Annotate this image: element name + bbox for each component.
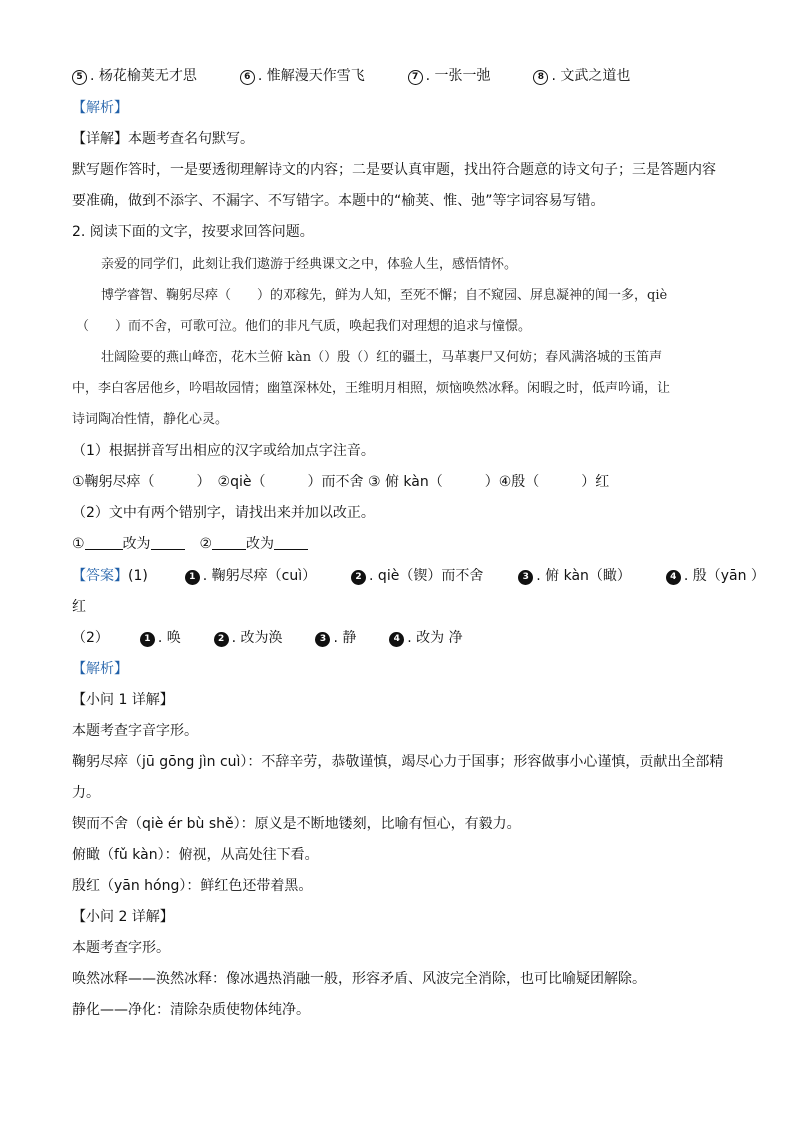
poem-answers-row <box>72 66 630 86</box>
answer-2-item-4: 4 . 改为 净 <box>389 630 462 646</box>
answer-1-item-3: 3 . 俯 kàn（瞰） <box>518 568 631 584</box>
passage-line-6: 诗词陶冶性情，静化心灵。 <box>72 412 229 427</box>
answer-row-1: 【答案】(1) 1 . 鞠躬尽瘁（cuì） 2 . qiè（锲）而不舍 3 . 俯 kàn（瞰） 4 . 殷（yān ） <box>72 568 765 584</box>
subquestion-1-line-3: 锲而不舍（qiè ér bù shě）：原义是不断地镂刻，比喻有恒心，有毅力。 <box>72 816 521 832</box>
subquestion-2-intro: 本题考查字形。 <box>72 940 170 956</box>
subquestion-1-detail-label: 【小问 1 详解】 <box>72 692 174 708</box>
subquestion-1-line-1: 鞠躬尽瘁（jū gōng jìn cuì）：不辞辛劳，恭敬谨慎，竭尽心力于国事；形容做事小心谨慎，贡献出全部精 <box>72 754 724 770</box>
answer-2-item-3: 3 . 静 <box>315 630 356 646</box>
explain-1-line-2: 要准确，做到不添字、不漏字、不写错字。本题中的“榆荚、惟、弛”等字词容易写错。 <box>72 193 605 209</box>
circled-number-icon: 5 <box>72 70 87 85</box>
poem-item-5: 5 . 杨花榆荚无才思 <box>72 68 197 84</box>
circled-number-icon: 2 <box>214 632 229 647</box>
circled-number-icon: 2 <box>351 570 366 585</box>
circled-number-icon: 4 <box>389 632 404 647</box>
circled-number-icon: 6 <box>240 70 255 85</box>
passage-line-5: 中，李白客居他乡，吟唱故园情；幽篁深林处，王维明月相照，烦恼唤然冰释。闲暇之时，低声吟诵，让 <box>72 381 671 396</box>
explain-1-line-1: 默写题作答时，一是要透彻理解诗文的内容；二是要认真审题，找出符合题意的诗文句子；三是答题内容 <box>72 162 716 178</box>
circled-number-icon: 3 <box>315 632 330 647</box>
passage-line-1: 亲爱的同学们，此刻让我们遨游于经典课文之中，体验人生，感悟情怀。 <box>101 257 518 272</box>
subquestion-1-line-5: 殷红（yān hóng）：鲜红色还带着黑。 <box>72 878 313 894</box>
analysis-label-1: 【解析】 <box>72 100 128 116</box>
subquestion-2-line-2: 静化——净化：清除杂质使物体纯净。 <box>72 1002 310 1018</box>
answer-blank[interactable] <box>212 535 246 550</box>
answer-blank[interactable] <box>85 535 123 550</box>
subquestion-2-blanks: ① 改为 ② 改为 <box>72 534 732 554</box>
subquestion-2: （2）文中有两个错别字，请找出来并加以改正。 <box>72 505 375 521</box>
answer-2-item-2: 2 . 改为涣 <box>214 630 283 646</box>
answer-2-item-1: 1 . 唤 <box>140 630 181 646</box>
answer-1-wrap: 红 <box>72 599 86 615</box>
poem-item-8: 8 . 文武之道也 <box>533 68 630 84</box>
subquestion-1-intro: 本题考查字音字形。 <box>72 723 198 739</box>
subquestion-1-line-4: 俯瞰（fǔ kàn）：俯视，从高处往下看。 <box>72 847 319 863</box>
passage-line-3: （ ）而不舍，可歌可泣。他们的非凡气质，唤起我们对理想的追求与憧憬。 <box>76 319 532 334</box>
circled-number-icon: 1 <box>185 570 200 585</box>
circled-number-icon: 7 <box>408 70 423 85</box>
answer-1-item-2: 2 . qiè（锲）而不舍 <box>351 568 483 584</box>
answer-blank[interactable] <box>151 535 185 550</box>
analysis-label-2: 【解析】 <box>72 661 128 677</box>
detail-1: 【详解】本题考查名句默写。 <box>72 131 254 147</box>
question-2-title: 2. 阅读下面的文字，按要求回答问题。 <box>72 224 314 240</box>
answer-1-item-1: 1 . 鞠躬尽瘁（cuì） <box>185 568 316 584</box>
answer-blank[interactable] <box>274 535 308 550</box>
subquestion-2-line-1: 唤然冰释——涣然冰释：像冰遇热消融一般，形容矛盾、风波完全消除，也可比喻疑团解除。 <box>72 971 646 987</box>
subquestion-2-detail-label: 【小问 2 详解】 <box>72 909 174 925</box>
subquestion-1: （1）根据拼音写出相应的汉字或给加点字注音。 <box>72 443 375 459</box>
poem-item-7: 7 . 一张一弛 <box>408 68 491 84</box>
subquestion-1-line-2: 力。 <box>72 785 100 801</box>
circled-number-icon: 4 <box>666 570 681 585</box>
subquestion-1-items: ①鞠躬尽瘁（ ） ②qiè（ ）而不舍 ③ 俯 kàn（ ）④殷（ ）红 <box>72 474 610 490</box>
circled-number-icon: 3 <box>518 570 533 585</box>
answer-label: 【答案】 <box>72 568 128 584</box>
circled-number-icon: 1 <box>140 632 155 647</box>
circled-number-icon: 8 <box>533 70 548 85</box>
passage-line-4: 壮阔险要的燕山峰峦，花木兰俯 kàn（）殷（）红的疆土，马革裹尸又何妨；春风满洛城的玉笛声 <box>101 350 663 365</box>
answer-row-2: （2） 1 . 唤 2 . 改为涣 3 . 静 4 . 改为 净 <box>72 630 463 646</box>
passage-line-2: 博学睿智、鞠躬尽瘁（ ）的邓稼先，鲜为人知，至死不懈；自不窥园、屏息凝神的闻一多，qiè <box>101 288 668 303</box>
answer-1-item-4: 4 . 殷（yān ） <box>666 568 765 584</box>
poem-item-6: 6 . 惟解漫天作雪飞 <box>240 68 365 84</box>
